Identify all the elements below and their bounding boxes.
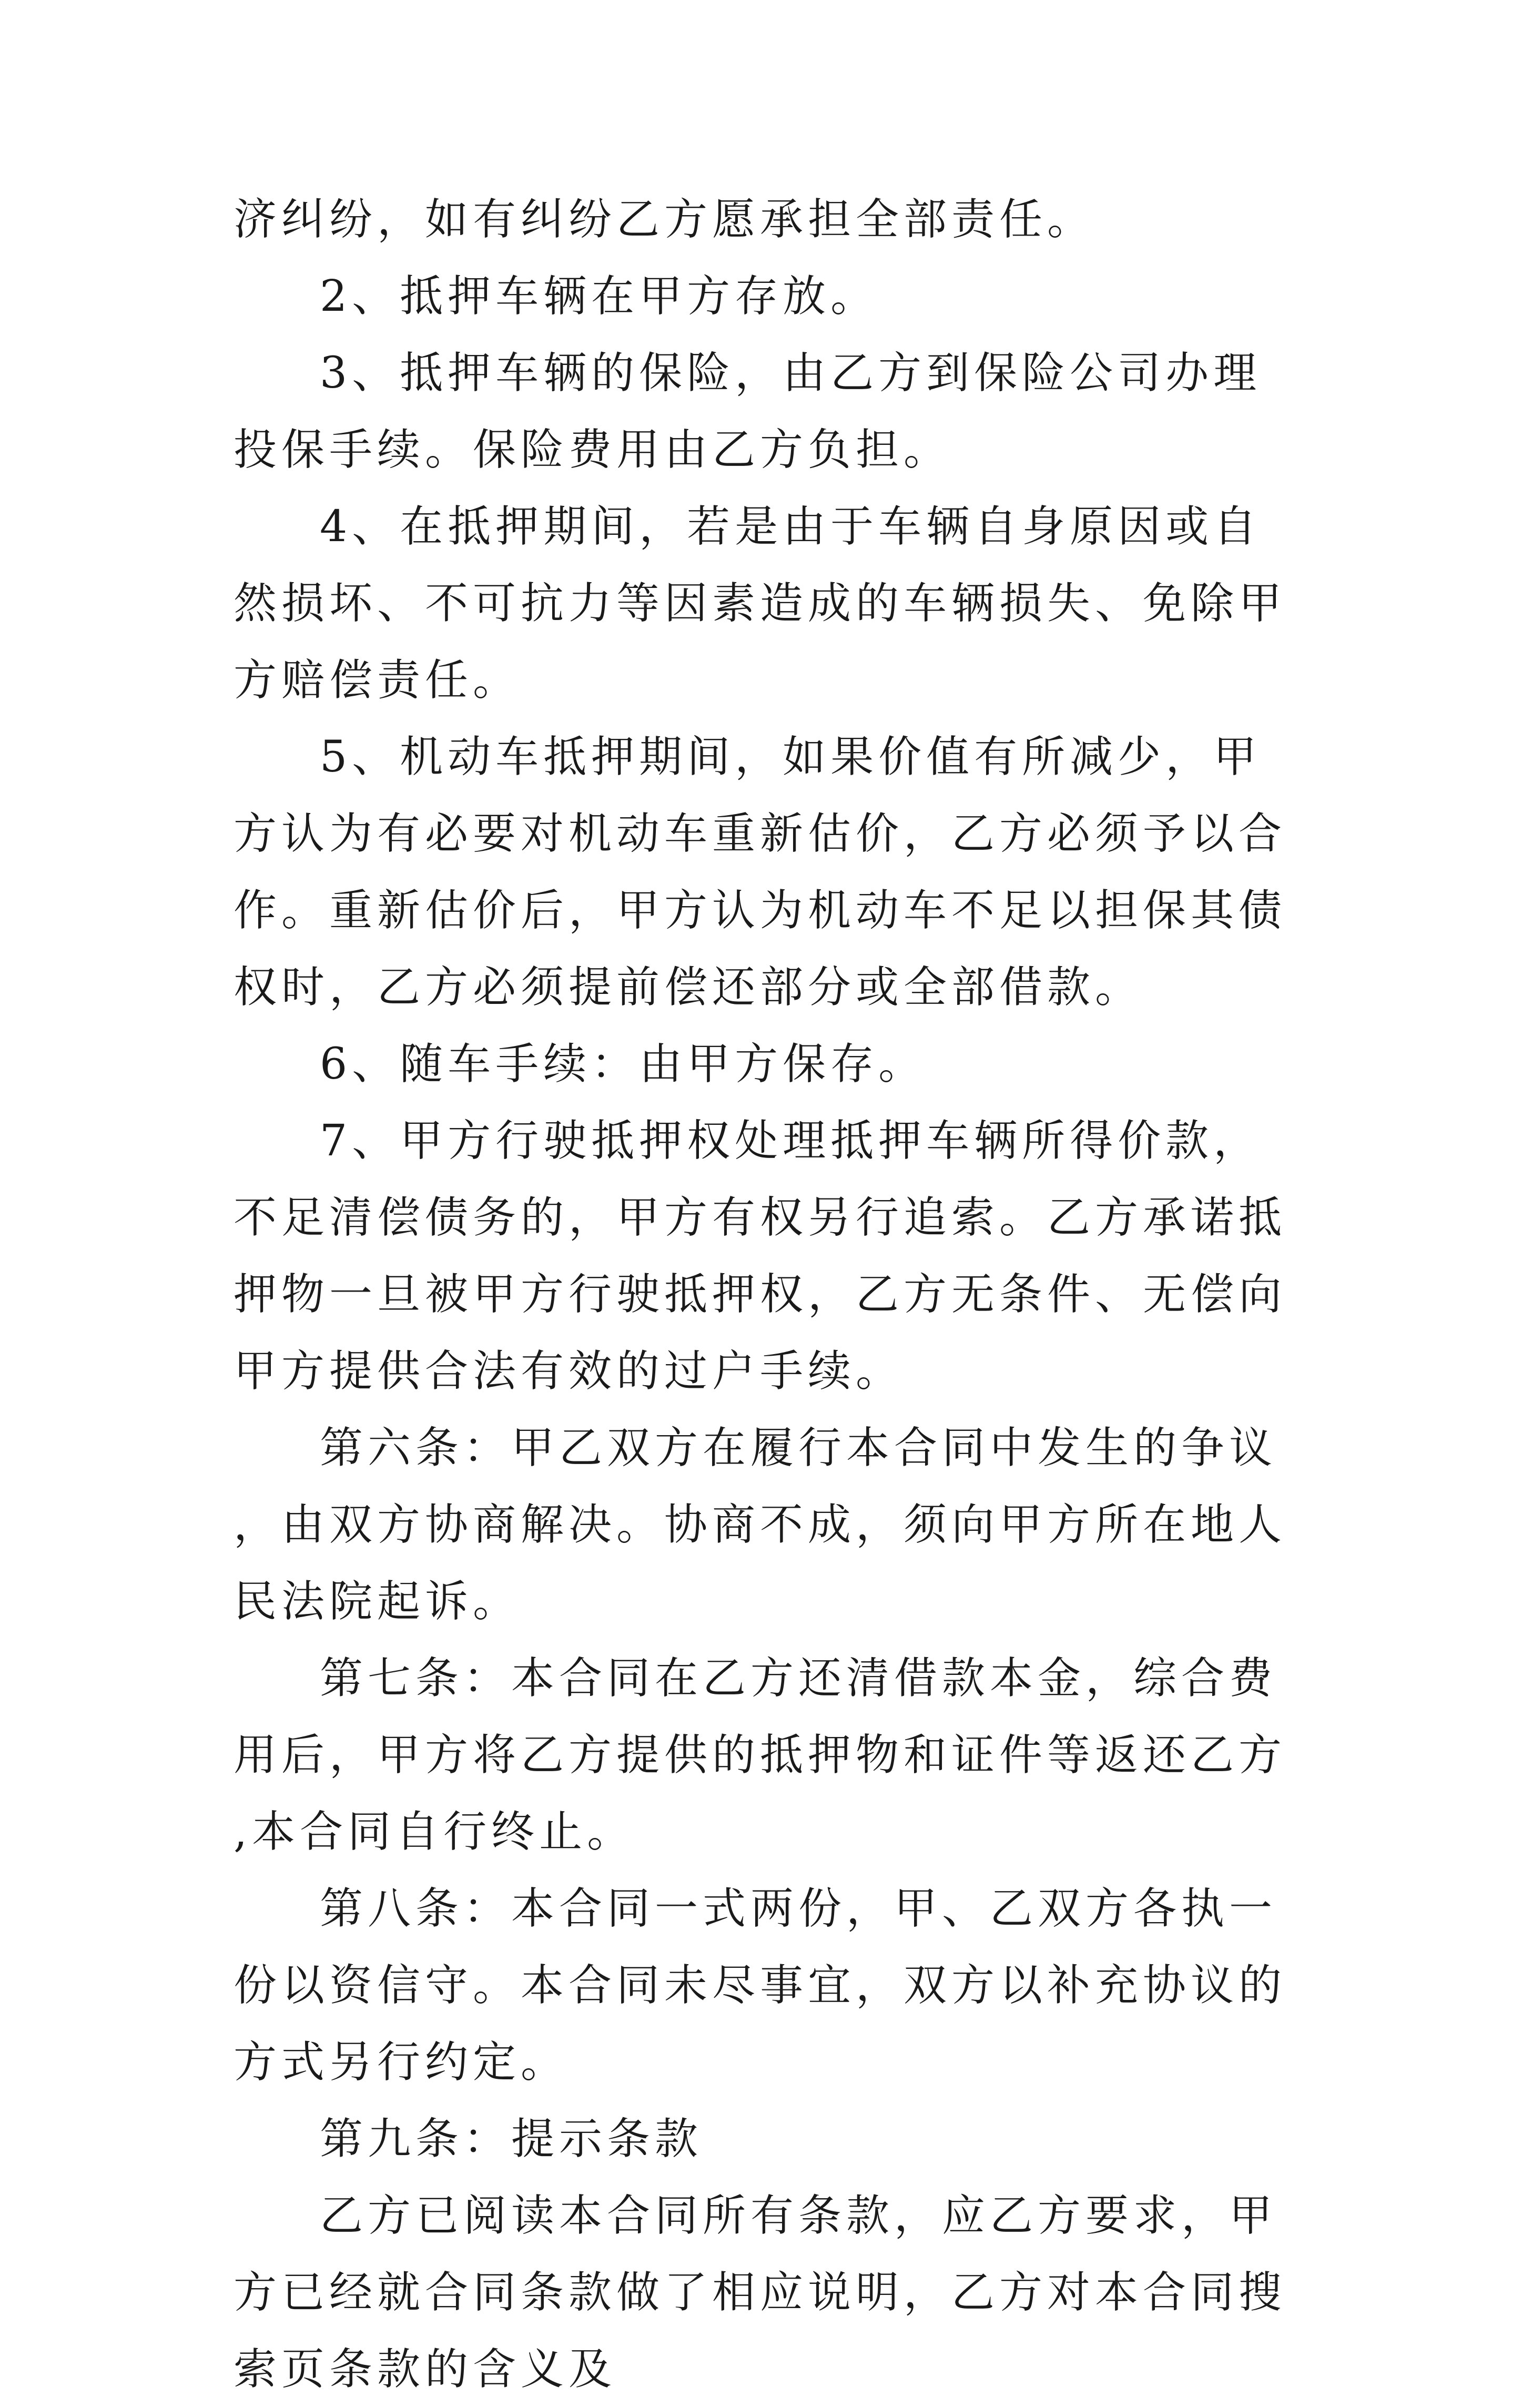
paragraph: 6、随车手续：由甲方保存。 bbox=[320, 1039, 927, 1089]
document-body bbox=[234, 181, 1301, 2408]
paragraph: 2、抵押车辆在甲方存放。 bbox=[320, 271, 879, 321]
paragraph: 第六条：甲乙双方在履行本合同中发生的争议，由双方协商解决。协商不成，须向甲方所在地人民法院起诉。 bbox=[234, 1423, 1287, 1627]
paragraph: 5、机动车抵押期间，如果价值有所减少，甲方认为有必要对机动车重新估价，乙方必须予以合作。重新估价后，甲方认为机动车不足以担保其债权时，乙方必须提前偿还部分或全部借款。 bbox=[234, 732, 1287, 1012]
paragraph: 乙方已阅读本合同所有条款，应乙方要求，甲方已经就合同条款做了相应说明，乙方对本合同搜索页条款的含义及 bbox=[234, 2191, 1287, 2394]
paragraph: 3、抵押车辆的保险，由乙方到保险公司办理投保手续。保险费用由乙方负担。 bbox=[234, 348, 1262, 475]
paragraph: 4、在抵押期间，若是由于车辆自身原因或自然损坏、不可抗力等因素造成的车辆损失、免除甲方赔偿责任。 bbox=[234, 502, 1287, 705]
paragraph: 济纠纷，如有纠纷乙方愿承担全部责任。 bbox=[234, 195, 1095, 245]
paragraph: 第八条：本合同一式两份，甲、乙双方各执一份以资信守。本合同未尽事宜，双方以补充协议的方式另行约定。 bbox=[234, 1884, 1287, 2087]
paragraph: 第七条：本合同在乙方还清借款本金，综合费用后，甲方将乙方提供的抵押物和证件等返还乙方,本合同自行终止。 bbox=[234, 1653, 1287, 1857]
paragraph: 7、甲方行驶抵押权处理抵押车辆所得价款，不足清偿债务的，甲方有权另行追索。乙方承诺抵押物一旦被甲方行驶抵押权，乙方无条件、无偿向甲方提供合法有效的过户手续。 bbox=[234, 1116, 1287, 1396]
paragraph: 第九条：提示条款 bbox=[320, 2114, 703, 2164]
